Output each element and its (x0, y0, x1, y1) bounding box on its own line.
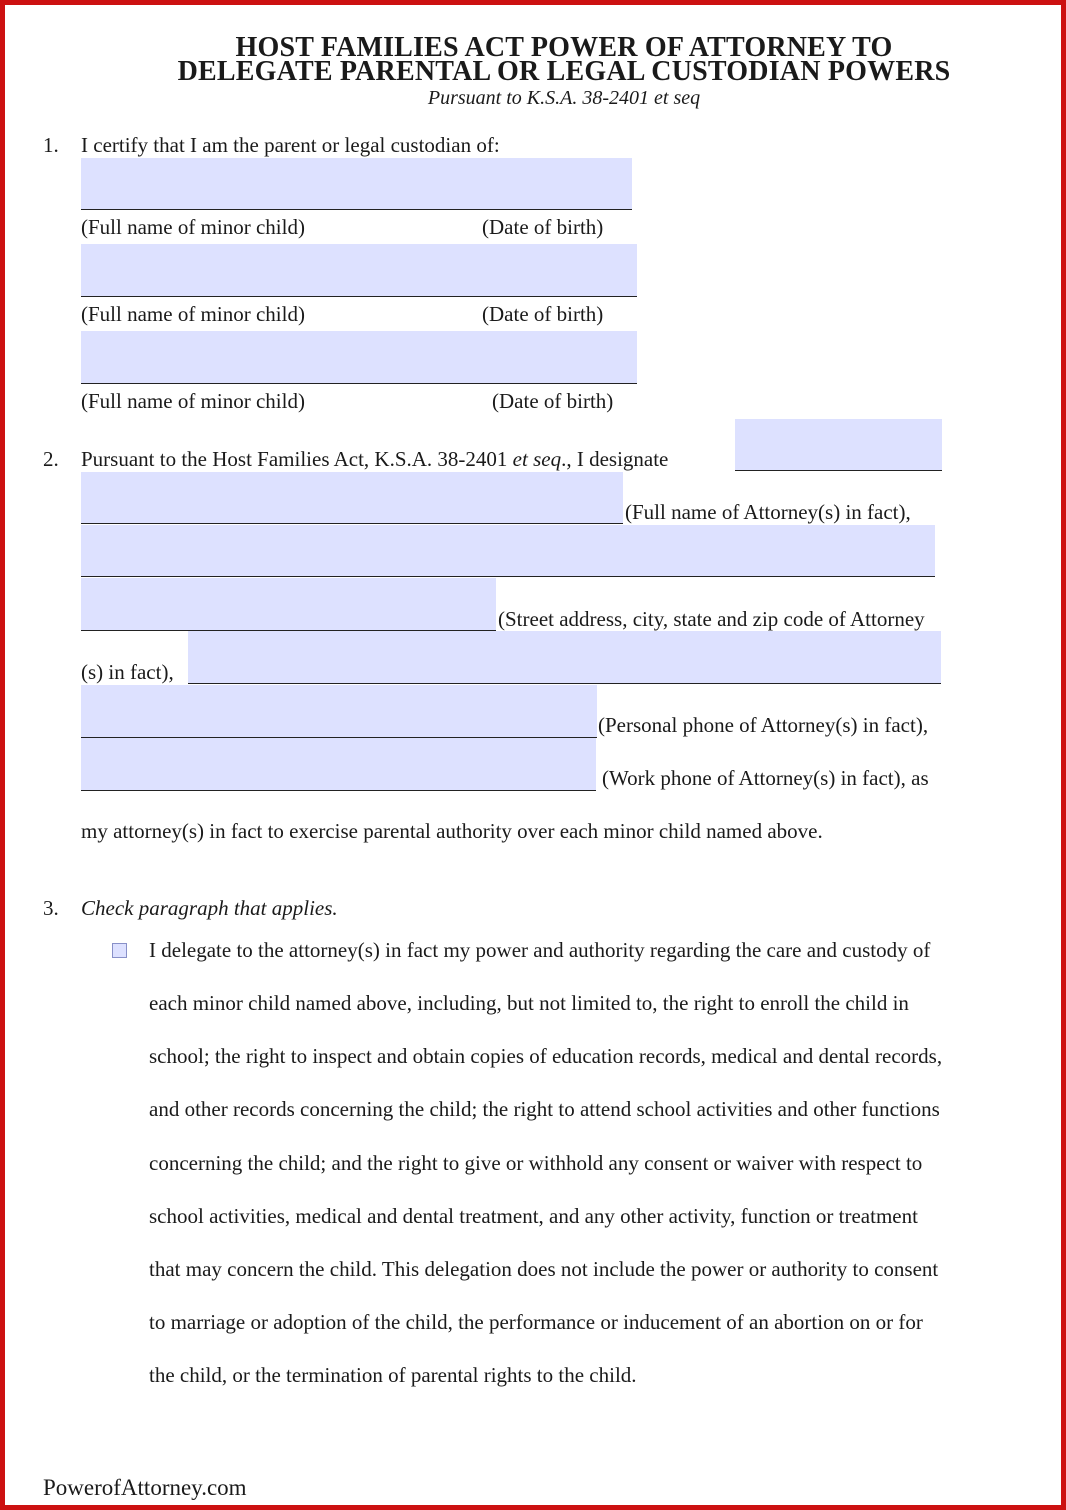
footer-brand: PowerofAttorney.com (43, 1475, 247, 1500)
section1-number: 1. (43, 133, 59, 157)
work-phone-field[interactable] (81, 738, 596, 791)
child1-field[interactable] (81, 158, 632, 210)
child1-dob-label: (Date of birth) (482, 215, 604, 239)
section2-closing: my attorney(s) in fact to exercise parental authority over each minor child named above. (81, 819, 823, 843)
document-subtitle: Pursuant to K.S.A. 38-2401 et seq (427, 87, 701, 109)
delegation-line-4: and other records concerning the child; the right to attend school activities and other functions (149, 1097, 940, 1121)
attorney-name-label: (Full name of Attorney(s) in fact), (625, 500, 911, 524)
child2-name-label: (Full name of minor child) (81, 302, 305, 326)
work-phone-label: (Work phone of Attorney(s) in fact), as (602, 766, 929, 790)
section3-number: 3. (43, 896, 59, 920)
document-title-line2: DELEGATE PARENTAL OR LEGAL CUSTODIAN POWERS (177, 56, 951, 87)
attorney-address-field-line1[interactable] (81, 525, 935, 577)
delegation-line-7: that may concern the child. This delegation does not include the power or authority to consent (149, 1257, 939, 1281)
personal-phone-field[interactable] (81, 685, 597, 738)
child3-field[interactable] (81, 331, 637, 384)
delegation-line-1: I delegate to the attorney(s) in fact my power and authority regarding the care and custody of (149, 938, 931, 962)
section2-number: 2. (43, 447, 59, 471)
document-title-line1: HOST FAMILIES ACT POWER OF ATTORNEY TO (235, 32, 893, 63)
delegation-line-8: to marriage or adoption of the child, the performance or inducement of an abortion on or for (149, 1310, 923, 1334)
delegation-checkbox[interactable] (112, 943, 127, 958)
attorney-address-field-line3[interactable] (188, 631, 941, 684)
delegation-line-2: each minor child named above, including, but not limited to, the right to enroll the child in (149, 991, 909, 1015)
address-label: (Street address, city, state and zip code of Attorney (498, 607, 925, 631)
delegation-line-6: school activities, medical and dental treatment, and any other activity, function or treatment (149, 1204, 918, 1228)
child3-name-label: (Full name of minor child) (81, 389, 305, 413)
personal-phone-label: (Personal phone of Attorney(s) in fact), (598, 713, 929, 737)
address-label-continued: (s) in fact), (81, 660, 174, 684)
attorney-address-field-line2[interactable] (81, 578, 496, 631)
section2-intro: Pursuant to the Host Families Act, K.S.A. 38-2401 et seq., I designate (81, 447, 669, 471)
attorney-name-field[interactable] (81, 472, 623, 524)
child2-field[interactable] (81, 244, 637, 297)
delegation-line-9: the child, or the termination of parental rights to the child. (149, 1363, 637, 1387)
child1-name-label: (Full name of minor child) (81, 215, 305, 239)
delegation-line-5: concerning the child; and the right to give or withhold any consent or waiver with respect to (149, 1151, 923, 1175)
child3-dob-label: (Date of birth) (492, 389, 614, 413)
section3-instruction: Check paragraph that applies. (81, 896, 338, 920)
child2-dob-label: (Date of birth) (482, 302, 604, 326)
delegation-line-3: school; the right to inspect and obtain copies of education records, medical and dental records, (149, 1044, 943, 1068)
attorney-name-field-start[interactable] (735, 419, 942, 471)
section1-text: I certify that I am the parent or legal custodian of: (81, 133, 500, 157)
